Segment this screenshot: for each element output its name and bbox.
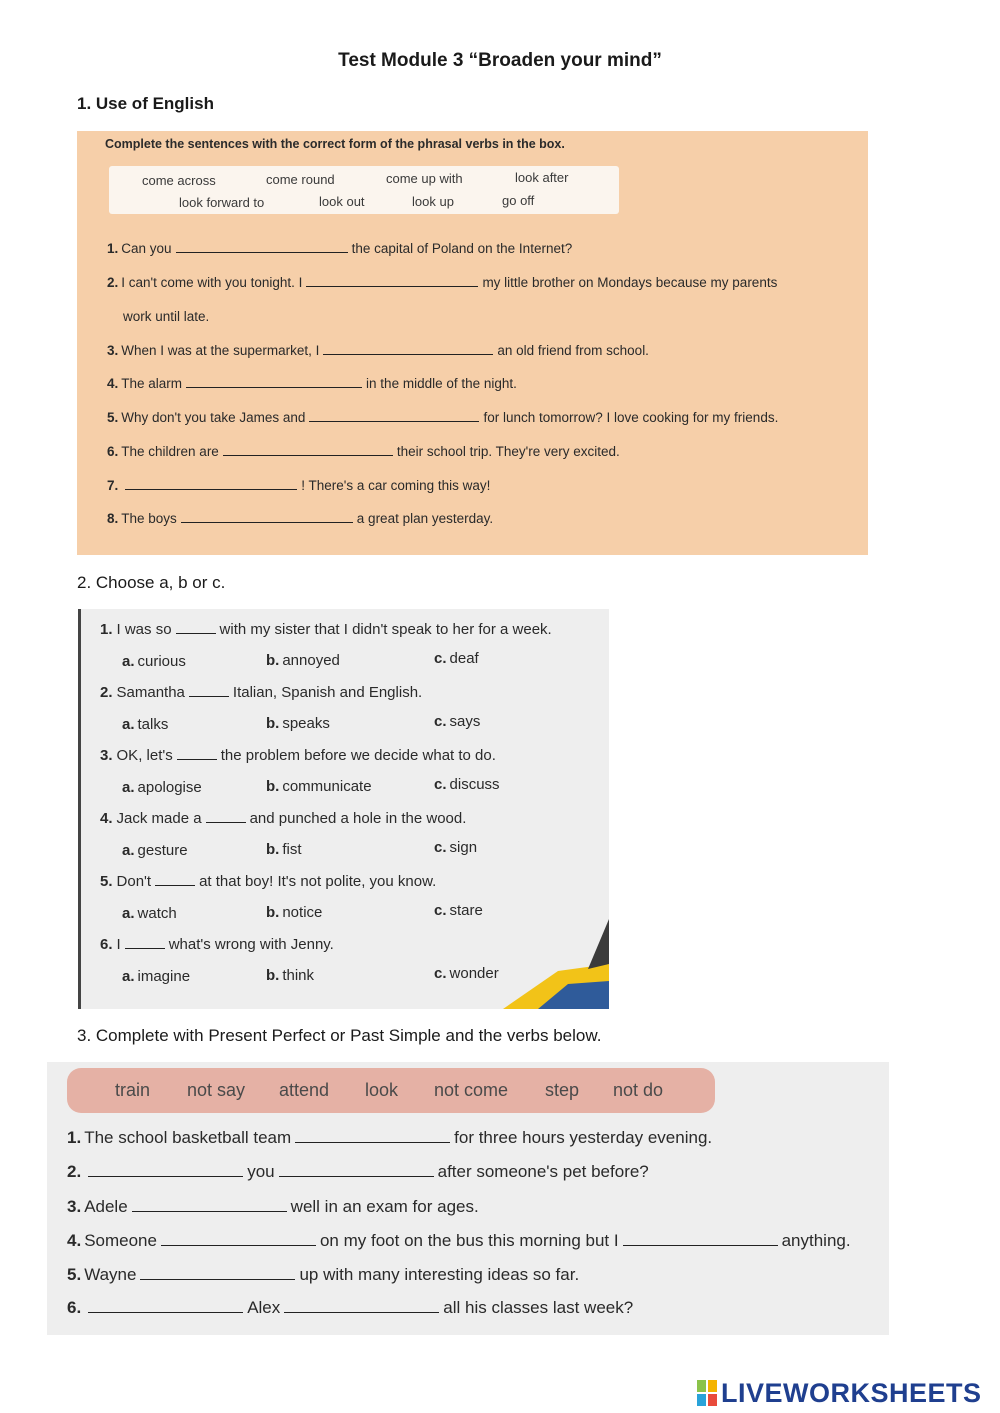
section2-heading: 2. Choose a, b or c. <box>77 573 226 592</box>
sentence: 1. The school basketball team for three hours yesterday evening. <box>67 1128 713 1147</box>
sentence: 2. you after someone's pet before? <box>67 1162 649 1181</box>
option-a[interactable]: a. imagine <box>122 968 191 985</box>
answer-blank[interactable] <box>125 488 297 490</box>
verb-item: not come <box>434 1080 509 1100</box>
answer-blank[interactable] <box>309 420 479 422</box>
option-c[interactable]: c. deaf <box>434 650 479 667</box>
question: 1. I was so with my sister that I didn't speak to her for a week. <box>100 621 552 638</box>
option-c[interactable]: c. stare <box>434 902 483 919</box>
option-c[interactable]: c. sign <box>434 839 478 856</box>
word-box-item: come round <box>266 172 335 187</box>
word-box-item: look up <box>412 194 454 209</box>
sentence: 3. When I was at the supermarket, I an old friend from school. <box>107 343 649 358</box>
panel-edge <box>78 609 81 1009</box>
option-c[interactable]: c. discuss <box>434 776 500 793</box>
section2-panel <box>78 609 609 1009</box>
answer-blank[interactable] <box>284 1311 439 1313</box>
section3-heading: 3. Complete with Present Perfect or Past Simple and the verbs below. <box>77 1026 602 1045</box>
sentence: 6. Alex all his classes last week? <box>67 1298 634 1317</box>
option-a[interactable]: a. curious <box>122 653 186 670</box>
sentence: 2. I can't come with you tonight. I my little brother on Mondays because my parents <box>107 275 778 290</box>
verb-item: train <box>115 1080 151 1100</box>
sentence: 5. Wayne up with many interesting ideas so far. <box>67 1265 580 1284</box>
answer-blank[interactable] <box>181 521 353 523</box>
section1-panel <box>77 131 868 555</box>
word-box-item: come up with <box>386 171 463 186</box>
option-c[interactable]: c. wonder <box>434 965 499 982</box>
verb-item: not say <box>187 1080 246 1100</box>
question: 3. OK, let's the problem before we decide what to do. <box>100 747 496 764</box>
liveworksheets-logo[interactable] <box>697 1375 982 1411</box>
option-a[interactable]: a. gesture <box>122 842 188 859</box>
verb-item: attend <box>279 1080 330 1100</box>
word-box-item: come across <box>142 173 216 188</box>
logo-text: LIVEWORKSHEETS <box>721 1377 982 1408</box>
answer-blank[interactable] <box>155 884 195 886</box>
page-title: Test Module 3 “Broaden your mind” <box>338 50 662 71</box>
option-a[interactable]: a. talks <box>122 716 169 733</box>
sentence: 7. ! There's a car coming this way! <box>107 478 491 493</box>
answer-blank[interactable] <box>177 758 217 760</box>
option-b[interactable]: b. think <box>266 967 315 984</box>
verb-item: look <box>365 1080 399 1100</box>
answer-blank[interactable] <box>279 1175 434 1177</box>
question: 6. I what's wrong with Jenny. <box>100 936 334 953</box>
section1-instruction: Complete the sentences with the correct form of the phrasal verbs in the box. <box>105 137 565 151</box>
option-a[interactable]: a. apologise <box>122 779 202 796</box>
option-b[interactable]: b. speaks <box>266 715 330 732</box>
answer-blank[interactable] <box>206 821 246 823</box>
option-a[interactable]: a. watch <box>122 905 177 922</box>
section1-heading: 1. Use of English <box>77 94 214 113</box>
sentence-continuation: work until late. <box>123 309 210 324</box>
answer-blank[interactable] <box>176 632 216 634</box>
verbs-box <box>67 1068 715 1113</box>
answer-blank[interactable] <box>306 285 478 287</box>
answer-blank[interactable] <box>88 1311 243 1313</box>
answer-blank[interactable] <box>176 251 348 253</box>
sentence: 5. Why don't you take James and for lunch tomorrow? I love cooking for my friends. <box>107 410 779 425</box>
answer-blank[interactable] <box>132 1210 287 1212</box>
word-box-item: go off <box>502 193 535 208</box>
train-pole-shape <box>588 919 609 969</box>
answer-blank[interactable] <box>223 454 393 456</box>
sentence: 6. The children are their school trip. They're very excited. <box>107 444 620 459</box>
word-box-item: look forward to <box>179 195 265 210</box>
answer-blank[interactable] <box>88 1175 243 1177</box>
sentence: 4. The alarm in the middle of the night. <box>107 376 517 391</box>
option-b[interactable]: b. notice <box>266 904 323 921</box>
liveworksheets-logo-icon <box>697 1380 717 1406</box>
question: 4. Jack made a and punched a hole in the wood. <box>100 810 467 827</box>
answer-blank[interactable] <box>623 1244 778 1246</box>
answer-blank[interactable] <box>323 353 493 355</box>
question: 5. Don't at that boy! It's not polite, you know. <box>100 873 437 890</box>
answer-blank[interactable] <box>189 695 229 697</box>
verb-item: step <box>545 1080 580 1100</box>
sentence: 8. The boys a great plan yesterday. <box>107 511 494 526</box>
answer-blank[interactable] <box>161 1244 316 1246</box>
word-box-item: look out <box>319 194 365 209</box>
section3-panel <box>47 1062 889 1335</box>
option-b[interactable]: b. fist <box>266 841 302 858</box>
option-c[interactable]: c. says <box>434 713 481 730</box>
word-box-item: look after <box>515 170 569 185</box>
answer-blank[interactable] <box>186 386 362 388</box>
answer-blank[interactable] <box>125 947 165 949</box>
question: 2. Samantha Italian, Spanish and English. <box>100 684 423 701</box>
option-b[interactable]: b. communicate <box>266 778 372 795</box>
verb-item: not do <box>613 1080 664 1100</box>
sentence: 1. Can you the capital of Poland on the Internet? <box>107 241 573 256</box>
answer-blank[interactable] <box>140 1278 295 1280</box>
sentence: 3. Adele well in an exam for ages. <box>67 1197 479 1216</box>
word-box <box>109 166 619 214</box>
train-illustration <box>498 909 609 1009</box>
answer-blank[interactable] <box>295 1141 450 1143</box>
sentence: 4. Someone on my foot on the bus this morning but I anything. <box>67 1231 851 1250</box>
option-b[interactable]: b. annoyed <box>266 652 340 669</box>
